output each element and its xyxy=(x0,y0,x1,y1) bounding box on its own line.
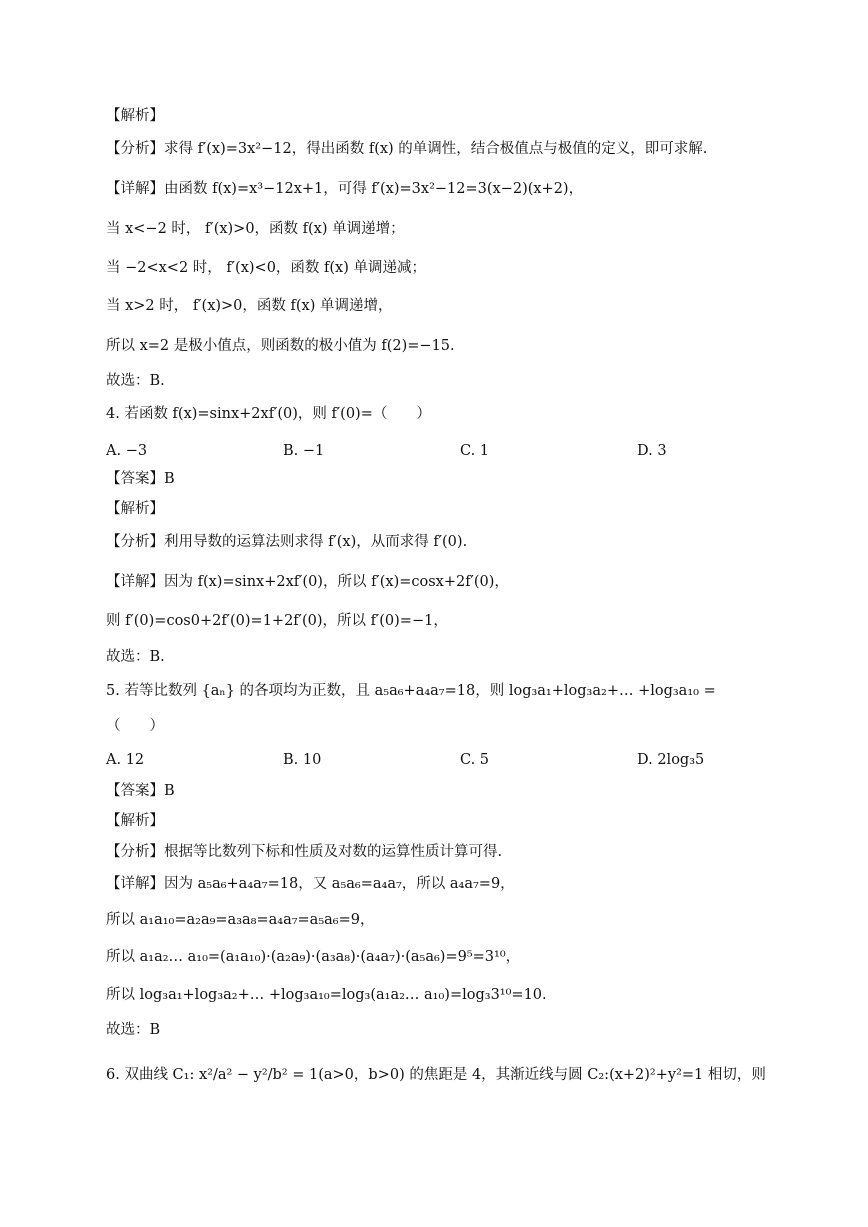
q5-option-d: D. 2log₃5 xyxy=(637,752,705,768)
q4-jiexi-heading: 【解析】 xyxy=(106,501,164,517)
q4-stem: 4. 若函数 f(x)=sinx+2xf′(0)，则 f′(0)=（ ） xyxy=(106,406,431,422)
q5-stem: 5. 若等比数列 {aₙ} 的各项均为正数，且 a₅a₆+a₄a₇=18，则 log₃a₁+log₃a₂+… +log₃a₁₀ = xyxy=(106,683,716,699)
q5-stem-continued: （ ） xyxy=(106,718,164,734)
q5-step-3: 所以 a₁a₂… a₁₀=(a₁a₁₀)·(a₂a₉)·(a₃a₈)·(a₄a₇)·(a₅a₆)=9⁵=3¹⁰， xyxy=(106,949,521,965)
q5-detail: 【详解】因为 a₅a₆+a₄a₇=18，又 a₅a₆=a₄a₇，所以 a₄a₇=9， xyxy=(106,876,515,892)
q4-choice: 故选：B. xyxy=(106,649,165,665)
q4-analysis: 【分析】利用导数的运算法则求得 f′(x)，从而求得 f′(0). xyxy=(106,534,468,550)
prev-case-1: 当 x<−2 时， f′(x)>0，函数 f(x) 单调递增； xyxy=(106,221,405,237)
q4-step-2: 则 f′(0)=cos0+2f′(0)=1+2f′(0)，所以 f′(0)=−1， xyxy=(106,613,448,629)
q5-choice: 故选：B xyxy=(106,1022,161,1038)
q5-option-b: B. 10 xyxy=(283,752,322,768)
q4-option-b: B. −1 xyxy=(283,443,325,459)
q4-detail: 【详解】因为 f(x)=sinx+2xf′(0)，所以 f′(x)=cosx+2f′(0)， xyxy=(106,574,509,590)
prev-case-2: 当 −2<x<2 时， f′(x)<0，函数 f(x) 单调递减； xyxy=(106,260,427,276)
q4-answer: 【答案】B xyxy=(106,471,175,487)
q5-analysis: 【分析】根据等比数列下标和性质及对数的运算性质计算可得. xyxy=(106,844,503,860)
prev-analysis: 【分析】求得 f′(x)=3x²−12，得出函数 f(x) 的单调性，结合极值点与极值的定义，即可求解. xyxy=(106,141,708,157)
q4-option-d: D. 3 xyxy=(637,443,667,459)
prev-jiexi-heading: 【解析】 xyxy=(106,108,164,124)
q5-option-c: C. 5 xyxy=(460,752,490,768)
q4-option-a: A. −3 xyxy=(106,443,148,459)
prev-conclusion: 所以 x=2 是极小值点，则函数的极小值为 f(2)=−15. xyxy=(106,338,455,354)
q5-step-4: 所以 log₃a₁+log₃a₂+… +log₃a₁₀=log₃(a₁a₂… a₁₀)=log₃3¹⁰=10. xyxy=(106,987,547,1003)
q5-step-2: 所以 a₁a₁₀=a₂a₉=a₃a₈=a₄a₇=a₅a₆=9， xyxy=(106,912,375,928)
q6-stem: 6. 双曲线 C₁: x²/a² − y²/b² = 1(a>0，b>0) 的焦距是 4，其渐近线与圆 C₂:(x+2)²+y²=1 相切，则 xyxy=(106,1067,766,1083)
q5-jiexi-heading: 【解析】 xyxy=(106,813,164,829)
q5-answer: 【答案】B xyxy=(106,783,175,799)
prev-choice: 故选：B. xyxy=(106,373,165,389)
q4-option-c: C. 1 xyxy=(460,443,490,459)
prev-case-3: 当 x>2 时， f′(x)>0，函数 f(x) 单调递增， xyxy=(106,298,393,314)
q5-option-a: A. 12 xyxy=(106,752,145,768)
prev-detail: 【详解】由函数 f(x)=x³−12x+1，可得 f′(x)=3x²−12=3(x−2)(x+2)， xyxy=(106,181,584,197)
